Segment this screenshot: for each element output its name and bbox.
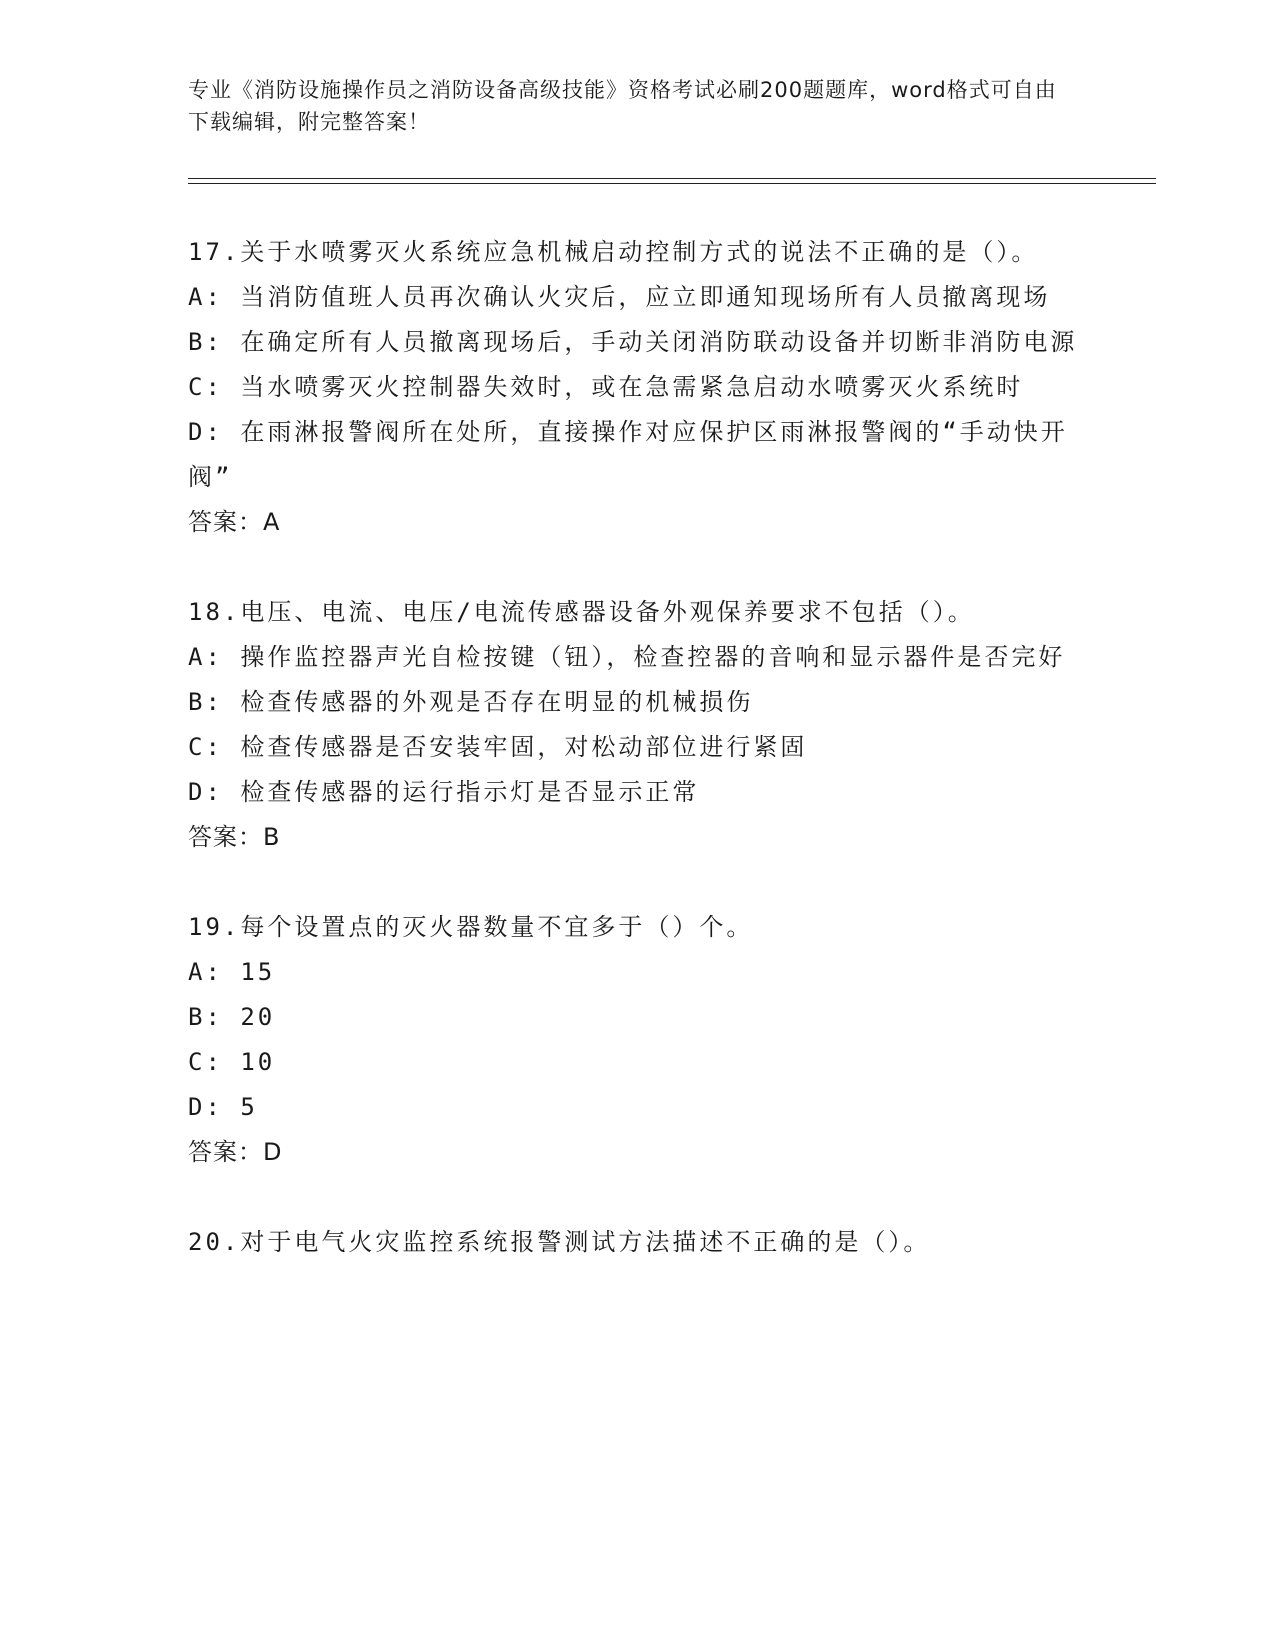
option-d: D: 检查传感器的运行指示灯是否显示正常 xyxy=(188,778,700,806)
question-17 xyxy=(188,230,1078,545)
option-c: C: 当水喷雾灭火控制器失效时，或在急需紧急启动水喷雾灭火系统时 xyxy=(188,373,1024,401)
option-b: B: 检查传感器的外观是否存在明显的机械损伤 xyxy=(188,688,754,716)
question-18 xyxy=(188,590,1078,860)
option-c: C: 检查传感器是否安装牢固，对松动部位进行紧固 xyxy=(188,733,808,761)
question-stem: 19.每个设置点的灭火器数量不宜多于（）个。 xyxy=(188,913,754,941)
question-stem: 20.对于电气火灾监控系统报警测试方法描述不正确的是（）。 xyxy=(188,1228,931,1256)
header-divider-thin xyxy=(188,183,1156,184)
question-list xyxy=(188,230,1078,1310)
option-a: A: 操作监控器声光自检按键（钮），检查控器的音响和显示器件是否完好 xyxy=(188,643,1066,671)
option-d: D: 5 xyxy=(188,1093,258,1121)
question-20 xyxy=(188,1220,1078,1265)
answer: 答案：D xyxy=(188,1138,283,1166)
question-stem: 17.关于水喷雾灭火系统应急机械启动控制方式的说法不正确的是（）。 xyxy=(188,238,1039,266)
answer: 答案：B xyxy=(188,823,281,851)
option-a: A: 当消防值班人员再次确认火灾后，应立即通知现场所有人员撤离现场 xyxy=(188,283,1051,311)
option-a: A: 15 xyxy=(188,958,276,986)
option-b: B: 在确定所有人员撤离现场后，手动关闭消防联动设备并切断非消防电源 xyxy=(188,328,1078,356)
document-header: 专业《消防设施操作员之消防设备高级技能》资格考试必刷200题题库，word格式可自由下载编辑，附完整答案！ xyxy=(188,78,1057,134)
question-stem: 18.电压、电流、电压/电流传感器设备外观保养要求不包括（）。 xyxy=(188,598,975,626)
option-b: B: 20 xyxy=(188,1003,276,1031)
option-c: C: 10 xyxy=(188,1048,276,1076)
option-d: D: 在雨淋报警阀所在处所，直接操作对应保护区雨淋报警阀的“手动快开阀” xyxy=(188,418,1068,491)
answer: 答案：A xyxy=(188,508,281,536)
question-19 xyxy=(188,905,1078,1175)
header-divider xyxy=(188,178,1156,179)
